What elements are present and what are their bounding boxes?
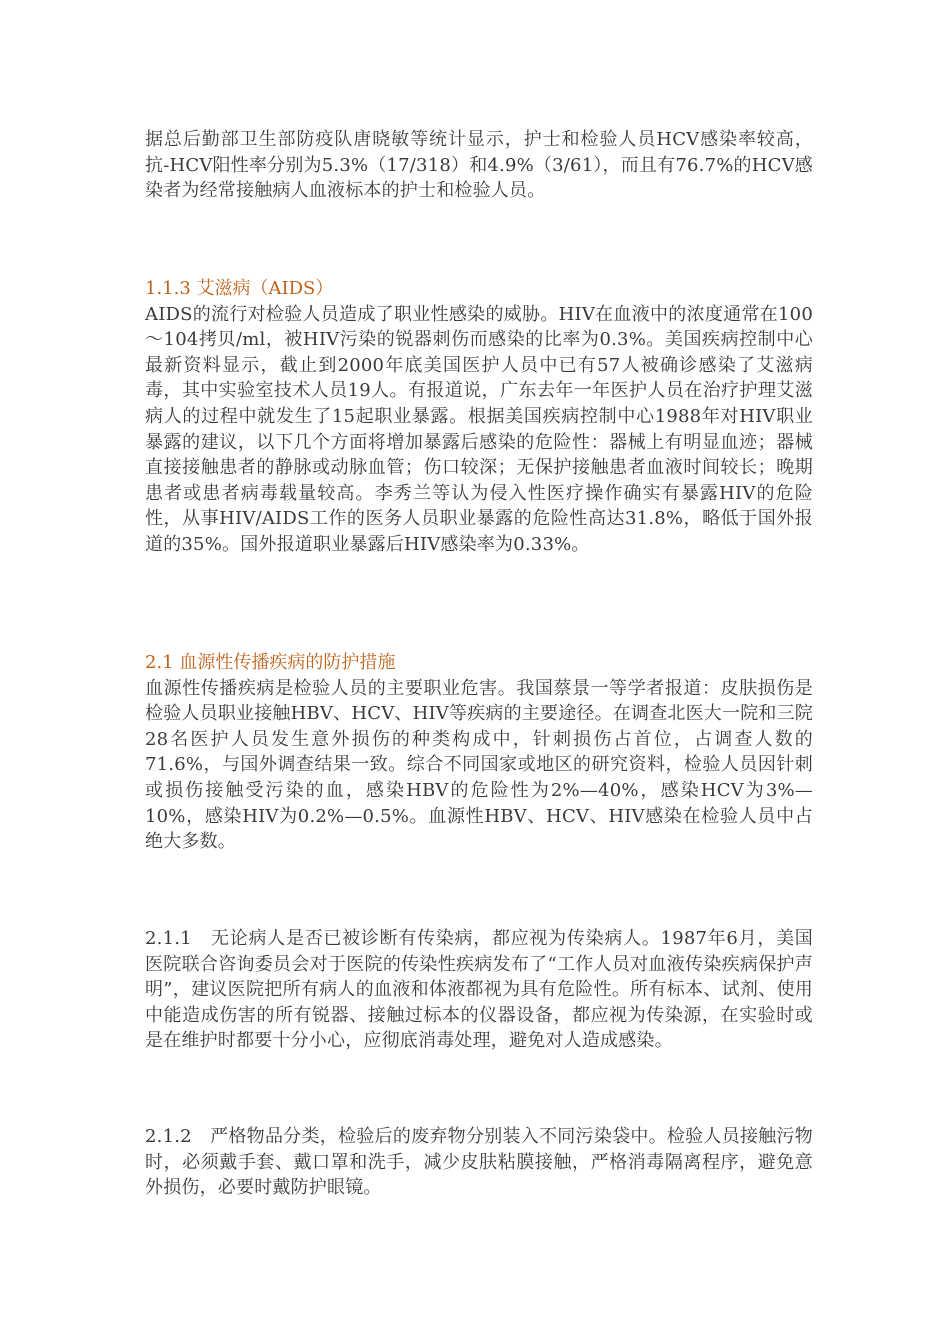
item-2-1-1-paragraph: 2.1.1 无论病人是否已被诊断有传染病，都应视为传染病人。1987年6月，美国医院联合咨询委员会对于医院的传染性疾病发布了“工作人员对血液传染疾病保护声明”，建议医院把所有病人的血液和体液都视为具有危险性。所有标本、试剂、使用中能造成伤害的所有锐器、接触过标本的仪器设备，都应视为传染源，在实验时或是在维护时都要十分小心，应彻底消毒处理，避免对人造成感染。 — [145, 928, 813, 1052]
item-2-1-2-paragraph: 2.1.2 严格物品分类，检验后的废弃物分别装入不同污染袋中。检验人员接触污物时，必须戴手套、戴口罩和洗手，减少皮肤粘膜接触，严格消毒隔离程序，避免意外损伤，必要时戴防护眼镜。 — [145, 1126, 813, 1199]
protection-section — [145, 650, 813, 855]
protection-paragraph: 血源性传播疾病是检验人员的主要职业危害。我国蔡景一等学者报道：皮肤损伤是检验人员职业接触HBV、HCV、HIV等疾病的主要途径。在调查北医大一院和三院28名医护人员发生意外损伤的种类构成中，针刺损伤占首位，占调查人数的71.6%，与国外调查结果一致。综合不同国家或地区的研究资料，检验人员因针刺或损伤接触受污染的血，感染HBV的危险性为2%—40%，感染HCV为3%—10%，感染HIV为0.2%—0.5%。血源性HBV、HCV、HIV感染在检验人员中占绝大多数。 — [145, 677, 813, 853]
hcv-stats-section — [145, 127, 813, 204]
aids-paragraph: AIDS的流行对检验人员造成了职业性感染的威胁。HIV在血液中的浓度通常在100～104拷贝/ml，被HIV污染的锐器刺伤而感染的比率为0.3%。美国疾病控制中心最新资料显示，截止到2000年底美国医护人员中已有57人被确诊感染了艾滋病毒，其中实验室技术人员19人。有报道说，广东去年一年医护人员在治疗护理艾滋病人的过程中就发生了15起职业暴露。根据美国疾病控制中心1988年对HIV职业暴露的建议，以下几个方面将增加暴露后感染的危险性：器械上有明显血迹；器械直接接触患者的静脉或动脉血管；伤口较深；无保护接触患者血液时间较长；晚期患者或患者病毒载量较高。李秀兰等认为侵入性医疗操作确实有暴露HIV的危险性，从事HIV/AIDS工作的医务人员职业暴露的危险性高达31.8%，略低于国外报道的35%。国外报道职业暴露后HIV感染率为0.33%。 — [145, 303, 813, 555]
hcv-stats-paragraph: 据总后勤部卫生部防疫队唐晓敏等统计显示，护士和检验人员HCV感染率较高，抗-HCV阳性率分别为5.3%（17/318）和4.9%（3/61），而且有76.7%的HCV感染者为经常接触病人血液标本的护士和检验人员。 — [145, 129, 814, 202]
protection-heading: 2.1 血源性传播疾病的防护措施 — [145, 652, 396, 673]
aids-section — [145, 276, 813, 558]
aids-heading: 1.1.3 艾滋病（AIDS） — [145, 278, 334, 299]
item-2-1-2-section — [145, 1124, 813, 1201]
item-2-1-1-section — [145, 926, 813, 1054]
